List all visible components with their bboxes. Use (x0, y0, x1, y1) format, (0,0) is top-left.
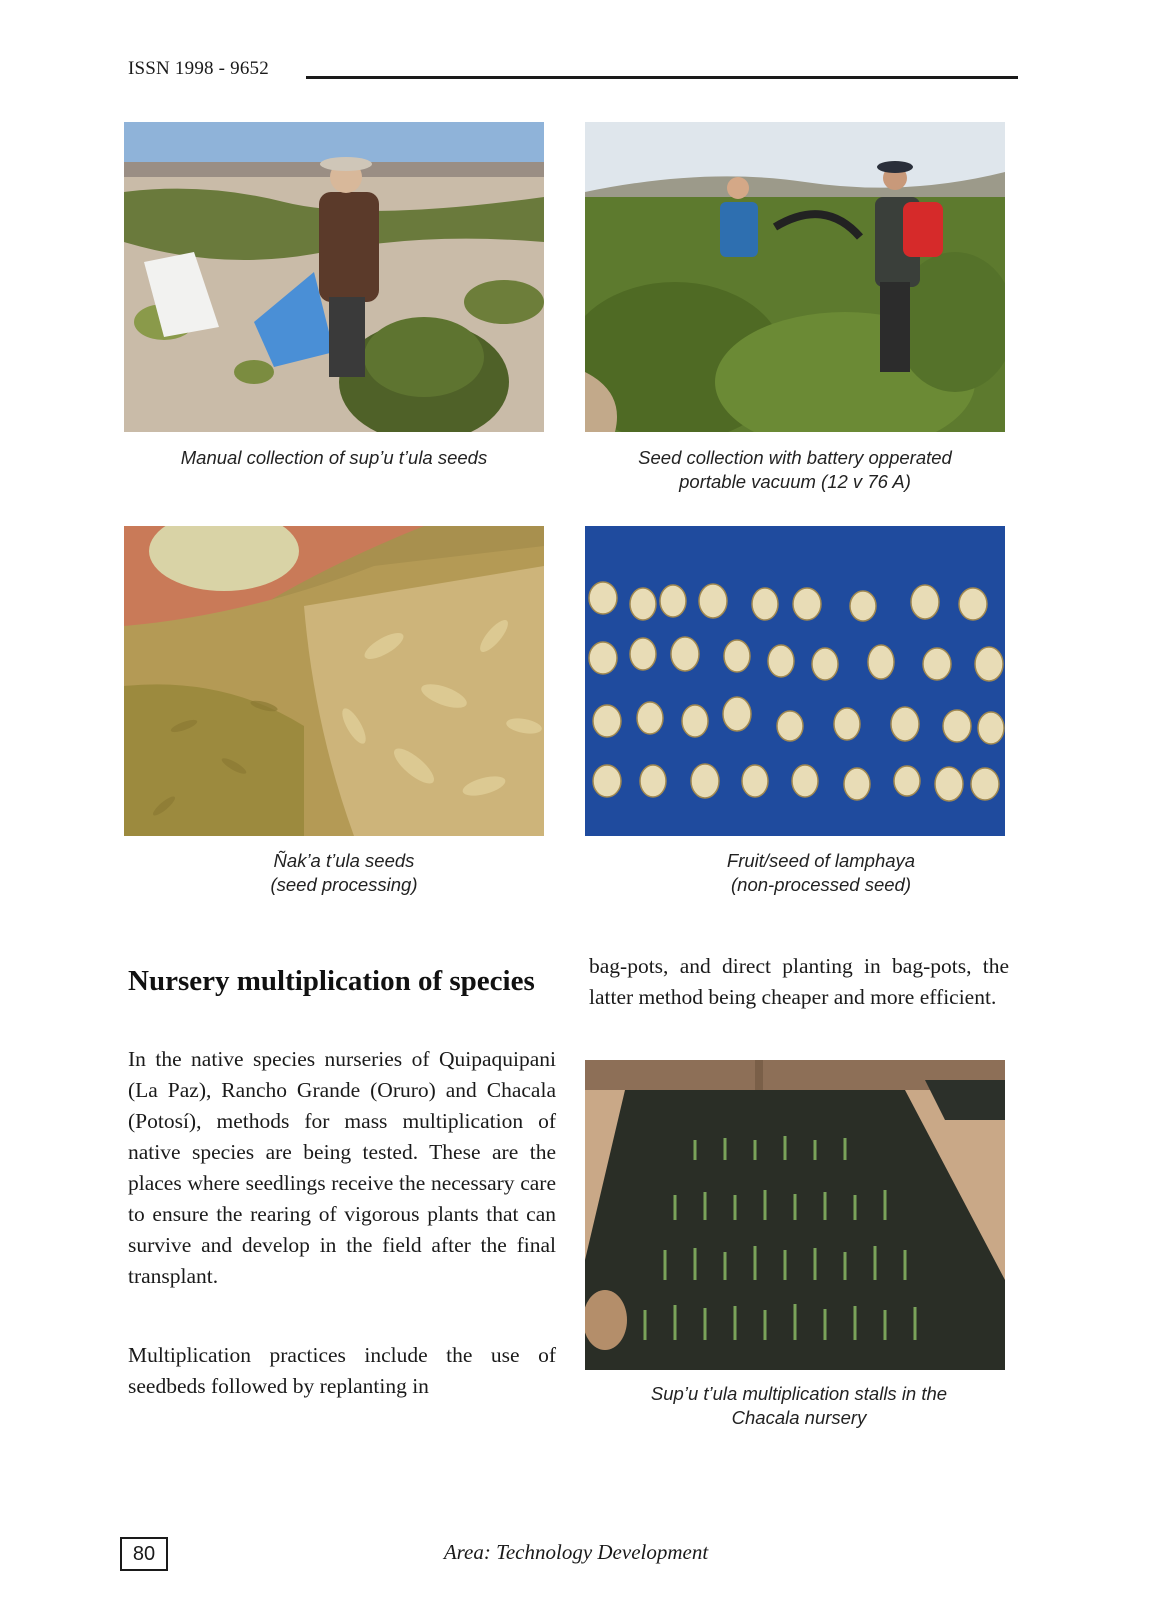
caption-line: Sup’u t’ula multiplication stalls in the (650, 1383, 948, 1404)
section-title: Nursery multiplication of species (128, 965, 535, 997)
footer-area-label: Area: Technology Development (443, 1540, 709, 1564)
paragraph-practices-continued: bag-pots, and direct planting in bag-pots, the latter method being cheaper and more efficient. (589, 954, 1009, 1009)
photo-nursery-stalls (585, 1060, 1005, 1370)
page-number: 80 (120, 1537, 168, 1571)
photo-naka-tula-seeds (124, 526, 544, 836)
photo-lamphaya-fruit-seed (585, 526, 1005, 836)
caption-photo-1 (124, 446, 544, 470)
caption-line: (seed processing) (270, 874, 418, 895)
caption-line: (non-processed seed) (731, 874, 911, 895)
header-rule (306, 76, 1018, 79)
issn-header: ISSN 1998 - 9652 (128, 58, 269, 79)
caption-photo-3 (124, 849, 564, 897)
caption-line: Manual collection of sup’u t’ula seeds (180, 447, 488, 468)
paragraph-nurseries: In the native species nurseries of Quipaquipani (La Paz), Rancho Grande (Oruro) and Chacala (Potosí), methods for mass multiplication of native species are being tested. These are the places where seedlings receive the necessary care to ensure the rearing of vigorous plants that can survive and develop in the field after the final transplant. (128, 1047, 556, 1288)
caption-photo-4 (585, 849, 1057, 897)
caption-line: Ñak’a t’ula seeds (273, 850, 415, 871)
photo-vacuum-seed-collection (585, 122, 1005, 432)
caption-line: Chacala nursery (731, 1407, 867, 1428)
caption-line: Seed collection with battery opperated (638, 447, 952, 468)
caption-line: portable vacuum (12 v 76 A) (679, 471, 911, 492)
photo-manual-seed-collection (124, 122, 544, 432)
caption-line: Fruit/seed of lamphaya (726, 850, 916, 871)
paragraph-practices-start: Multiplication practices include the use of seedbeds followed by replanting in (128, 1343, 556, 1398)
caption-photo-5 (589, 1382, 1009, 1430)
caption-photo-2 (585, 446, 1005, 494)
